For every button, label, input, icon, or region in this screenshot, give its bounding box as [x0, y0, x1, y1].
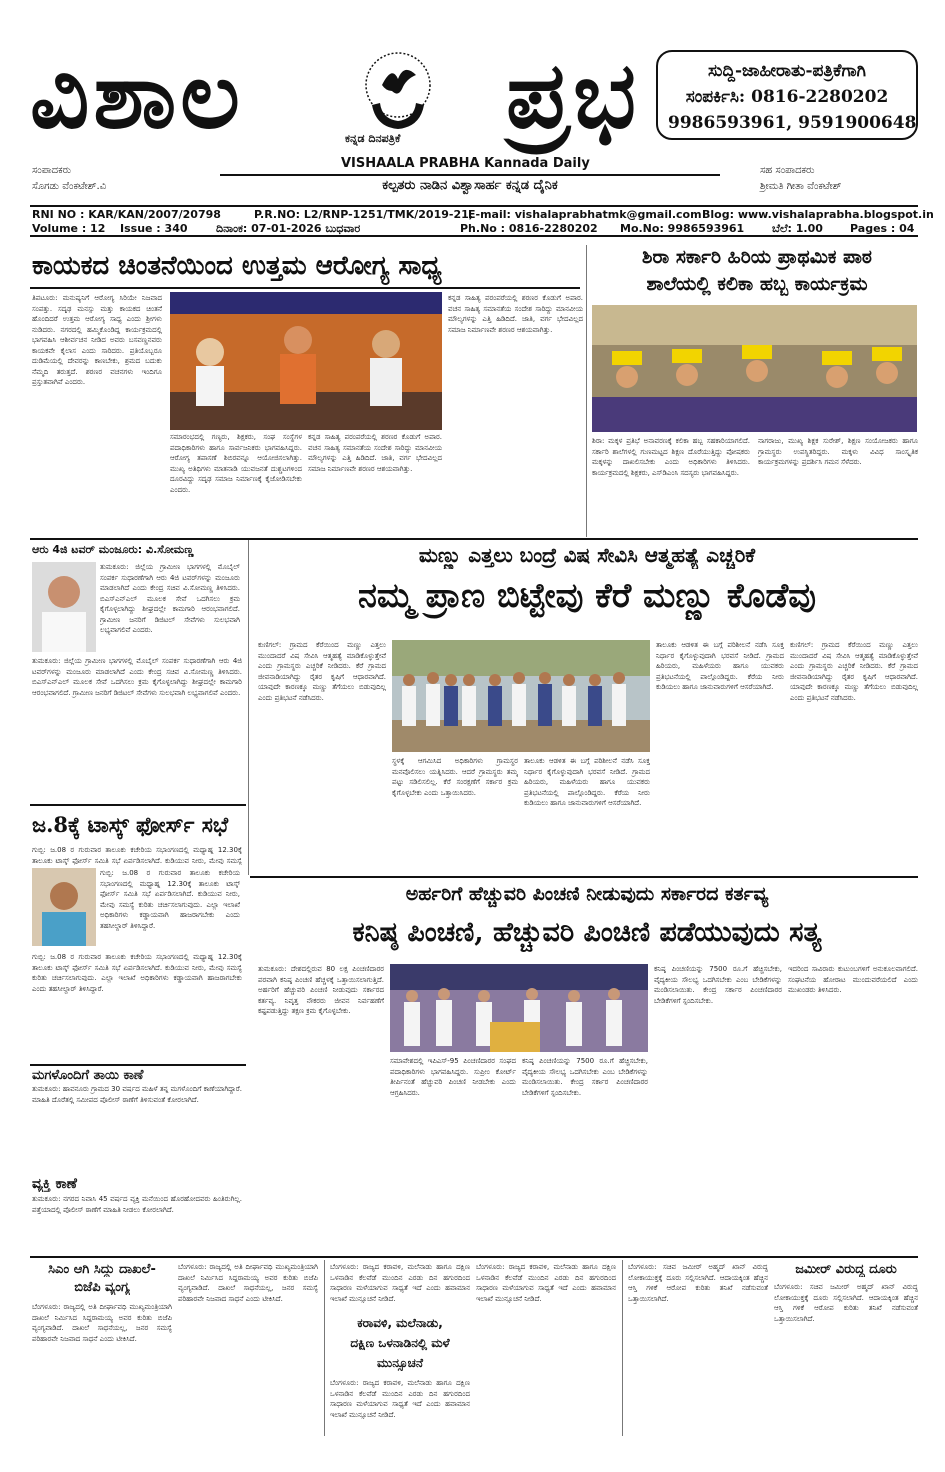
story-4-headline: ನಮ್ಮ ಪ್ರಾಣ ಬಿಟ್ಟೇವು ಕೆರೆ ಮಣ್ಣು ಕೊಡೆವು [357, 576, 816, 616]
story-2-photo [592, 305, 917, 432]
ad-line-1: ಸುದ್ದಿ-ಜಾಹೀರಾತು-ಪತ್ರಿಕೆಗಾಗಿ [708, 61, 866, 81]
story-10-headline-line-1: ಕರಾವಳಿ, ಮಲೆನಾಡು, [357, 1316, 443, 1330]
editor-label: ಸಂಪಾದಕರು [32, 165, 72, 176]
story-6-col-2: ಸಮಾವೇಶದಲ್ಲಿ ಇಪಿಎಸ್-95 ಪಿಂಚಣಿದಾರರ ಸಂಘದ ಪದಾಧಿಕಾರಿಗಳು ಭಾಗವಹಿಸಿದ್ದರು. ಸುಪ್ರೀಂ ಕೋರ್ಟ್ ತೀರ್ಪಿನಂತೆ ಹೆಚ್ಚುವರಿ ಪಿಂಚಣಿ ನೀಡಬೇಕು ಎಂದು ಆಗ್ರಹಿಸಿದರು. [390, 1057, 516, 1097]
story-8-body: ತುಮಕೂರು: ನಗರದ ನಿವಾಸಿ 45 ವರ್ಷದ ವ್ಯಕ್ತಿ ಮನೆಯಿಂದ ಹೊರಹೋದವರು ಹಿಂತಿರುಗಿಲ್ಲ. ಪತ್ತೆಯಾದಲ್ಲಿ ಪೊಲೀಸ್ ಠಾಣೆಗೆ ಮಾಹಿತಿ ನೀಡಲು ಕೋರಲಾಗಿದೆ. [32, 1195, 242, 1214]
story-6-headline: ಕನಿಷ್ಠ ಪಿಂಚಣಿ, ಹೆಚ್ಚುವರಿ ಪಿಂಚಿಣಿ ಪಡೆಯುವುದು ಸತ್ಯ [352, 917, 822, 948]
story-5-col-lead: ಗುಬ್ಬಿ: ಜ.08 ರ ಗುರುವಾರ ತಾಲೂಕು ಕಚೇರಿಯ ಸಭಾಂಗಣದಲ್ಲಿ ಮಧ್ಯಾಹ್ನ 12.30ಕ್ಕೆ ತಾಲೂಕು ಟಾಸ್ಕ್ ಫೋರ್ಸ್ ಸಮಿತಿ ಸಭೆ ಏರ್ಪಡಿಸಲಾಗಿದೆ. ಕುಡಿಯುವ ನೀರು, ಮೇವು ಸಮಸ್ಯೆ ಕುರಿತು ಚರ್ಚಿಸಲಾಗುವುದು. ಎಲ್ಲಾ ಇಲಾಖೆ ಅಧಿಕಾರಿಗಳು ಕಡ್ಡಾಯವಾಗಿ ಹಾಜರಾಗಬೇಕು ಎಂದು ತಹಸೀಲ್ದಾರ್ ತಿಳಿಸಿದ್ದಾರೆ. [100, 869, 240, 930]
story-9-col-2: ಬೆಂಗಳೂರು: ರಾಜ್ಯದಲ್ಲಿ ಅತಿ ದೀರ್ಘಾವಧಿ ಮುಖ್ಯಮಂತ್ರಿಯಾಗಿ ದಾಖಲೆ ನಿರ್ಮಿಸಿದ ಸಿದ್ದರಾಮಯ್ಯ ಅವರ ಕುರಿತು ಬಿಜೆಪಿ ವ್ಯಂಗ್ಯವಾಡಿದೆ. ದಾಖಲೆ ಸಾಧನೆಯಲ್ಲ, ಜನರ ಸಮಸ್ಯೆ ಪರಿಹಾರವೇ ನಿಜವಾದ ಸಾಧನೆ ಎಂದು ಟೀಕಿಸಿದೆ. [178, 1263, 318, 1303]
story-10-col-2: ಬೆಂಗಳೂರು: ರಾಜ್ಯದ ಕರಾವಳಿ, ಮಲೆನಾಡು ಹಾಗೂ ದಕ್ಷಿಣ ಒಳನಾಡಿನ ಕೆಲವೆಡೆ ಮುಂದಿನ ಎರಡು ದಿನ ಹಗುರದಿಂದ ಸಾಧಾರಣ ಮಳೆಯಾಗುವ ಸಾಧ್ಯತೆ ಇದೆ ಎಂದು ಹವಾಮಾನ ಇಲಾಖೆ ಮುನ್ಸೂಚನೆ ನೀಡಿದೆ. [476, 1263, 616, 1303]
story-6-col-2b: ಕನಿಷ್ಠ ಪಿಂಚಣಿಯನ್ನು 7500 ರೂ.ಗೆ ಹೆಚ್ಚಿಸಬೇಕು, ವೈದ್ಯಕೀಯ ಸೌಲಭ್ಯ ಒದಗಿಸಬೇಕು ಎಂಬ ಬೇಡಿಕೆಗಳನ್ನು ಮಂಡಿಸಲಾಯಿತು. ಕೇಂದ್ರ ಸರ್ಕಾರ ಪಿಂಚಣಿದಾರರ ಬೇಡಿಕೆಗಳಿಗೆ ಸ್ಪಂದಿಸಬೇಕು. [522, 1057, 648, 1097]
story-6-kicker: ಅರ್ಹರಿಗೆ ಹೆಚ್ಚುವರಿ ಪಿಂಚಣಿ ನೀಡುವುದು ಸರ್ಕಾರದ ಕರ್ತವ್ಯ [405, 883, 769, 905]
story-6-col-3: ಕನಿಷ್ಠ ಪಿಂಚಣಿಯನ್ನು 7500 ರೂ.ಗೆ ಹೆಚ್ಚಿಸಬೇಕು, ವೈದ್ಯಕೀಯ ಸೌಲಭ್ಯ ಒದಗಿಸಬೇಕು ಎಂಬ ಬೇಡಿಕೆಗಳನ್ನು ಮಂಡಿಸಲಾಯಿತು. ಕೇಂದ್ರ ಸರ್ಕಾರ ಪಿಂಚಣಿದಾರರ ಬೇಡಿಕೆಗಳಿಗೆ ಸ್ಪಂದಿಸಬೇಕು. [654, 965, 782, 1005]
coeditor-block [760, 163, 841, 195]
story-11-col-1: ಬೆಂಗಳೂರು: ಸಚಿವ ಜಮೀರ್ ಅಹ್ಮದ್ ಖಾನ್ ವಿರುದ್ಧ ಲೋಕಾಯುಕ್ತಕ್ಕೆ ದೂರು ಸಲ್ಲಿಸಲಾಗಿದೆ. ಆದಾಯಕ್ಕಿಂತ ಹೆಚ್ಚಿನ ಆಸ್ತಿ ಗಳಿಕೆ ಆರೋಪ ಕುರಿತು ತನಿಖೆ ನಡೆಸುವಂತೆ ಒತ್ತಾಯಿಸಲಾಗಿದೆ. [628, 1263, 768, 1303]
masthead-title [30, 40, 640, 150]
story-2-col-2: ನಾಗರಾಜು, ಮುಖ್ಯ ಶಿಕ್ಷಕ ಸುರೇಶ್, ಶಿಕ್ಷಣ ಸಂಯೋಜಕರು ಹಾಗೂ ಗ್ರಾಮಸ್ಥರು ಉಪಸ್ಥಿತರಿದ್ದರು. ಮಕ್ಕಳು ವಿವಿಧ ಸಾಂಸ್ಕೃತಿಕ ಕಾರ್ಯಕ್ರಮಗಳನ್ನು ಪ್ರದರ್ಶಿಸಿ ಗಮನ ಸೆಳೆದರು. [758, 437, 918, 466]
story-10-body: ಬೆಂಗಳೂರು: ರಾಜ್ಯದ ಕರಾವಳಿ, ಮಲೆನಾಡು ಹಾಗೂ ದಕ್ಷಿಣ ಒಳನಾಡಿನ ಕೆಲವೆಡೆ ಮುಂದಿನ ಎರಡು ದಿನ ಹಗುರದಿಂದ ಸಾಧಾರಣ ಮಳೆಯಾಗುವ ಸಾಧ್ಯತೆ ಇದೆ ಎಂದು ಹವಾಮಾನ ಇಲಾಖೆ ಮುನ್ಸೂಚನೆ ನೀಡಿದೆ. [330, 1379, 470, 1419]
story-6-col-1: ತುಮಕೂರು: ದೇಶದಲ್ಲಿರುವ 80 ಲಕ್ಷ ಪಿಂಚಣಿದಾರರ ಪರವಾಗಿ ಕನಿಷ್ಠ ಪಿಂಚಣಿ ಹೆಚ್ಚಳಕ್ಕೆ ಒತ್ತಾಯಿಸಲಾಗುತ್ತಿದೆ. ಅರ್ಹರಿಗೆ ಹೆಚ್ಚುವರಿ ಪಿಂಚಣಿ ನೀಡುವುದು ಸರ್ಕಾರದ ಕರ್ತವ್ಯ. ನಿವೃತ್ತ ನೌಕರರು ಜೀವನ ನಿರ್ವಹಣೆಗೆ ಕಷ್ಟಪಡುತ್ತಿದ್ದು ತಕ್ಷಣ ಕ್ರಮ ಕೈಗೊಳ್ಳಬೇಕು. [258, 965, 384, 1015]
story-3-body: ತುಮಕೂರು: ಜಿಲ್ಲೆಯ ಗ್ರಾಮೀಣ ಭಾಗಗಳಲ್ಲಿ ಮೊಬೈಲ್ ಸಂಪರ್ಕ ಸುಧಾರಣೆಗಾಗಿ ಆರು 4ಜಿ ಟವರ್‌ಗಳನ್ನು ಮಂಜೂರು ಮಾಡಲಾಗಿದೆ ಎಂದು ಕೇಂದ್ರ ಸಚಿವ ವಿ.ಸೋಮಣ್ಣ ತಿಳಿಸಿದರು. ಬಿಎಸ್‌ಎನ್‌ಎಲ್ ಮೂಲಕ ಸೇವೆ ಒದಗಿಸಲು ಕ್ರಮ ಕೈಗೊಳ್ಳಲಾಗಿದ್ದು ಶೀಘ್ರದಲ್ಲೇ ಕಾಮಗಾರಿ ಆರಂಭವಾಗಲಿದೆ. ಗ್ರಾಮೀಣ ಜನರಿಗೆ ಡಿಜಿಟಲ್ ಸೇವೆಗಳು ಸುಲಭವಾಗಿ ಲಭ್ಯವಾಗಲಿವೆ ಎಂದರು. [32, 657, 242, 697]
story-1-photo [170, 292, 442, 430]
rni-number: RNI NO : KAR/KAN/2007/20798 [32, 208, 221, 221]
story-3-col-lead: ತುಮಕೂರು: ಜಿಲ್ಲೆಯ ಗ್ರಾಮೀಣ ಭಾಗಗಳಲ್ಲಿ ಮೊಬೈಲ್ ಸಂಪರ್ಕ ಸುಧಾರಣೆಗಾಗಿ ಆರು 4ಜಿ ಟವರ್‌ಗಳನ್ನು ಮಂಜೂರು ಮಾಡಲಾಗಿದೆ ಎಂದು ಕೇಂದ್ರ ಸಚಿವ ವಿ.ಸೋಮಣ್ಣ ತಿಳಿಸಿದರು. ಬಿಎಸ್‌ಎನ್‌ಎಲ್ ಮೂಲಕ ಸೇವೆ ಒದಗಿಸಲು ಕ್ರಮ ಕೈಗೊಳ್ಳಲಾಗಿದ್ದು ಶೀಘ್ರದಲ್ಲೇ ಕಾಮಗಾರಿ ಆರಂಭವಾಗಲಿದೆ. ಗ್ರಾಮೀಣ ಜನರಿಗೆ ಡಿಜಿಟಲ್ ಸೇವೆಗಳು ಸುಲಭವಾಗಿ ಲಭ್ಯವಾಗಲಿವೆ ಎಂದರು. [100, 563, 240, 634]
story-2-headline-line-2: ಶಾಲೆಯಲ್ಲಿ ಕಲಿಕಾ ಹಬ್ಬ ಕಾರ್ಯಕ್ರಮ [646, 273, 868, 295]
mobile: Mo.No: 9986593961 [620, 222, 745, 235]
story-7-headline: ಮಗಳೊಂದಿಗೆ ತಾಯಿ ಕಾಣೆ [32, 1068, 144, 1083]
story-8-headline: ವ್ಯಕ್ತಿ ಕಾಣೆ [32, 1176, 77, 1192]
story-5-portrait [32, 868, 96, 946]
story-4-photo [392, 640, 650, 752]
story-9-col-1: ಬೆಂಗಳೂರು: ರಾಜ್ಯದಲ್ಲಿ ಅತಿ ದೀರ್ಘಾವಧಿ ಮುಖ್ಯಮಂತ್ರಿಯಾಗಿ ದಾಖಲೆ ನಿರ್ಮಿಸಿದ ಸಿದ್ದರಾಮಯ್ಯ ಅವರ ಕುರಿತು ಬಿಜೆಪಿ ವ್ಯಂಗ್ಯವಾಡಿದೆ. ದಾಖಲೆ ಸಾಧನೆಯಲ್ಲ, ಜನರ ಸಮಸ್ಯೆ ಪರಿಹಾರವೇ ನಿಜವಾದ ಸಾಧನೆ ಎಂದು ಟೀಕಿಸಿದೆ. [32, 1303, 172, 1343]
story-5-body: ಗುಬ್ಬಿ: ಜ.08 ರ ಗುರುವಾರ ತಾಲೂಕು ಕಚೇರಿಯ ಸಭಾಂಗಣದಲ್ಲಿ ಮಧ್ಯಾಹ್ನ 12.30ಕ್ಕೆ ತಾಲೂಕು ಟಾಸ್ಕ್ ಫೋರ್ಸ್ ಸಮಿತಿ ಸಭೆ ಏರ್ಪಡಿಸಲಾಗಿದೆ. ಕುಡಿಯುವ ನೀರು, ಮೇವು ಸಮಸ್ಯೆ ಕುರಿತು ಚರ್ಚಿಸಲಾಗುವುದು. ಎಲ್ಲಾ ಇಲಾಖೆ ಅಧಿಕಾರಿಗಳು ಕಡ್ಡಾಯವಾಗಿ ಹಾಜರಾಗಬೇಕು ಎಂದು ತಹಸೀಲ್ದಾರ್ ತಿಳಿಸಿದ್ದಾರೆ. [32, 953, 242, 993]
story-11-headline: ಜಮೀರ್ ವಿರುದ್ಧ ದೂರು [795, 1262, 897, 1277]
story-1-headline: ಕಾಯಕದ ಚಿಂತನೆಯಿಂದ ಉತ್ತಮ ಆರೋಗ್ಯ ಸಾಧ್ಯ [32, 251, 442, 281]
date: ದಿನಾಂಕ: 07-01-2026 ಬುಧವಾರ [216, 222, 361, 235]
story-10-headline-line-2: ದಕ್ಷಿಣ ಒಳನಾಡಿನಲ್ಲಿ ಮಳೆ [350, 1336, 450, 1350]
phone: Ph.No : 0816-2280202 [460, 222, 598, 235]
ad-line-3: 9986593961, 9591900648 [668, 113, 917, 133]
story-10-headline-line-3: ಮುನ್ಸೂಚನೆ [376, 1356, 424, 1370]
ad-line-2: ಸಂಪರ್ಕಿಸಿ: 0816-2280202 [685, 87, 889, 107]
story-6-col-4: ಇದರಿಂದ ಸಾವಿರಾರು ಕುಟುಂಬಗಳಿಗೆ ಅನುಕೂಲವಾಗಲಿದೆ. ಸಂಘಟನೆಯ ಹೋರಾಟ ಮುಂದುವರೆಯಲಿದೆ ಎಂದು ಮುಖಂಡರು ತಿಳಿಸಿದರು. [788, 965, 918, 994]
story-4-col-3: ತಾಲೂಕು ಆಡಳಿತ ಈ ಬಗ್ಗೆ ಪರಿಶೀಲನೆ ನಡೆಸಿ ಸೂಕ್ತ ನಿರ್ಧಾರ ಕೈಗೊಳ್ಳುವುದಾಗಿ ಭರವಸೆ ನೀಡಿದೆ. ಗ್ರಾಮದ ಹಿರಿಯರು, ಮಹಿಳೆಯರು ಹಾಗೂ ಯುವಕರು ಪ್ರತಿಭಟನೆಯಲ್ಲಿ ಪಾಲ್ಗೊಂಡಿದ್ದರು. ಕೆರೆಯ ನೀರು ಕುಡಿಯಲು ಹಾಗೂ ಜಾನುವಾರುಗಳಿಗೆ ಆಸರೆಯಾಗಿದೆ. [656, 641, 784, 691]
tagline: ಕಲ್ಪತರು ನಾಡಿನ ವಿಶ್ವಾಸಾರ್ಹ ಕನ್ನಡ ದೈನಿಕ [220, 178, 720, 193]
story-10-lead: ಬೆಂಗಳೂರು: ರಾಜ್ಯದ ಕರಾವಳಿ, ಮಲೆನಾಡು ಹಾಗೂ ದಕ್ಷಿಣ ಒಳನಾಡಿನ ಕೆಲವೆಡೆ ಮುಂದಿನ ಎರಡು ದಿನ ಹಗುರದಿಂದ ಸಾಧಾರಣ ಮಳೆಯಾಗುವ ಸಾಧ್ಯತೆ ಇದೆ ಎಂದು ಹವಾಮಾನ ಇಲಾಖೆ ಮುನ್ಸೂಚನೆ ನೀಡಿದೆ. [330, 1263, 470, 1303]
story-4-col-4: ಕುಣಿಗಲ್: ಗ್ರಾಮದ ಕೆರೆಯಿಂದ ಮಣ್ಣು ಎತ್ತಲು ಮುಂದಾದರೆ ವಿಷ ಸೇವಿಸಿ ಆತ್ಮಹತ್ಯೆ ಮಾಡಿಕೊಳ್ಳುತ್ತೇವೆ ಎಂದು ಗ್ರಾಮಸ್ಥರು ಎಚ್ಚರಿಕೆ ನೀಡಿದರು. ಕೆರೆ ಗ್ರಾಮದ ಜೀವನಾಡಿಯಾಗಿದ್ದು ರೈತರ ಕೃಷಿಗೆ ಆಧಾರವಾಗಿದೆ. ಯಾವುದೇ ಕಾರಣಕ್ಕೂ ಮಣ್ಣು ತೆಗೆಯಲು ಬಿಡುವುದಿಲ್ಲ ಎಂದು ಪ್ರತಿಭಟನೆ ನಡೆಸಿದರು. [790, 641, 918, 702]
masthead-word-2: ಪ್ರಭ [506, 41, 640, 149]
story-9-headline-line-1: ಸಿಎಂ ಆಗಿ ಸಿದ್ದು ದಾಖಲೆ- [48, 1262, 156, 1277]
story-6-photo [390, 964, 648, 1052]
story-1-col-3: ಕನ್ನಡ ಸಾಹಿತ್ಯ ಪರಂಪರೆಯಲ್ಲಿ ಶರಣರ ಕೊಡುಗೆ ಅಪಾರ. ವಚನ ಸಾಹಿತ್ಯ ಸಮಾನತೆಯ ಸಂದೇಶ ಸಾರಿದ್ದು ಮಾನವೀಯ ಮೌಲ್ಯಗಳನ್ನು ಎತ್ತಿ ಹಿಡಿದಿದೆ. ಜಾತಿ, ವರ್ಗ ಭೇದವಿಲ್ಲದ ಸಮಾಜ ನಿರ್ಮಾಣವೇ ಶರಣರ ಆಶಯವಾಗಿತ್ತು. [448, 294, 583, 334]
story-3-headline: ಆರು 4ಜಿ ಟವರ್ ಮಂಜೂರು: ವಿ.ಸೋಮಣ್ಣ [32, 543, 194, 556]
story-1-col-2b: ಕನ್ನಡ ಸಾಹಿತ್ಯ ಪರಂಪರೆಯಲ್ಲಿ ಶರಣರ ಕೊಡುಗೆ ಅಪಾರ. ವಚನ ಸಾಹಿತ್ಯ ಸಮಾನತೆಯ ಸಂದೇಶ ಸಾರಿದ್ದು ಮಾನವೀಯ ಮೌಲ್ಯಗಳನ್ನು ಎತ್ತಿ ಹಿಡಿದಿದೆ. ಜಾತಿ, ವರ್ಗ ಭೇದವಿಲ್ಲದ ಸಮಾಜ ನಿರ್ಮಾಣವೇ ಶರಣರ ಆಶಯವಾಗಿತ್ತು. [308, 433, 442, 473]
story-5-headline: ಜ.8ಕ್ಕೆ ಟಾಸ್ಕ್ ಫೋರ್ಸ್ ಸಭೆ [32, 812, 229, 837]
english-daily-subtitle: VISHAALA PRABHA Kannada Daily [341, 156, 590, 171]
story-1-col-2: ಸಮಾರಂಭದಲ್ಲಿ ಗಣ್ಯರು, ಶಿಕ್ಷಕರು, ಸಂಘ ಸಂಸ್ಥೆಗಳ ಪದಾಧಿಕಾರಿಗಳು ಹಾಗೂ ಸಾರ್ವಜನಿಕರು ಭಾಗವಹಿಸಿದ್ದರು. ಆರೋಗ್ಯ ತಪಾಸಣೆ ಶಿಬಿರವನ್ನೂ ಆಯೋಜಿಸಲಾಗಿತ್ತು. ಮುಖ್ಯ ಅತಿಥಿಗಳು ಮಾತನಾಡಿ ಯುವಜನತೆ ದುಶ್ಚಟಗಳಿಂದ ದೂರವಿದ್ದು ಸದೃಢ ಸಮಾಜ ನಿರ್ಮಾಣಕ್ಕೆ ಕೈಜೋಡಿಸಬೇಕು ಎಂದರು. [170, 433, 302, 494]
masthead-word-1: ವಿಶಾಲ [30, 41, 244, 149]
kannada-daily-subtitle: ಕನ್ನಡ ದಿನಪತ್ರಿಕೆ [345, 132, 401, 145]
issue: Issue : 340 [120, 222, 188, 235]
info-bar [30, 205, 934, 237]
email: E-mail: vishalaprabhatmk@gmail.com [468, 208, 702, 221]
story-4-kicker: ಮಣ್ಣು ಎತ್ತಲು ಬಂದ್ರೆ ವಿಷ ಸೇವಿಸಿ ಆತ್ಮಹತ್ಯೆ ಎಚ್ಚರಿಕೆ [418, 543, 756, 567]
story-2-headline-line-1: ಶಿರಾ ಸರ್ಕಾರಿ ಹಿರಿಯ ಪ್ರಾಥಮಿಕ ಪಾಠ [642, 246, 872, 268]
price: ಬೆಲೆ: 1.00 [772, 222, 823, 235]
story-2-col-1: ಶಿರಾ: ಮಕ್ಕಳ ಪ್ರತಿಭೆ ಅನಾವರಣಕ್ಕೆ ಕಲಿಕಾ ಹಬ್ಬ ಸಹಕಾರಿಯಾಗಲಿದೆ. ಸರ್ಕಾರಿ ಶಾಲೆಗಳಲ್ಲಿ ಗುಣಮಟ್ಟದ ಶಿಕ್ಷಣ ದೊರೆಯುತ್ತಿದ್ದು ಪೋಷಕರು ಮಕ್ಕಳನ್ನು ದಾಖಲಿಸಬೇಕು ಎಂದು ಅಧಿಕಾರಿಗಳು ತಿಳಿಸಿದರು. ಕಾರ್ಯಕ್ರಮದಲ್ಲಿ ಶಿಕ್ಷಕರು, ಎಸ್‌ಡಿಎಂಸಿ ಸದಸ್ಯರು ಭಾಗವಹಿಸಿದ್ದರು. [592, 437, 750, 477]
dove-hands-logo-icon [352, 45, 444, 133]
story-4-col-1: ಕುಣಿಗಲ್: ಗ್ರಾಮದ ಕೆರೆಯಿಂದ ಮಣ್ಣು ಎತ್ತಲು ಮುಂದಾದರೆ ವಿಷ ಸೇವಿಸಿ ಆತ್ಮಹತ್ಯೆ ಮಾಡಿಕೊಳ್ಳುತ್ತೇವೆ ಎಂದು ಗ್ರಾಮಸ್ಥರು ಎಚ್ಚರಿಕೆ ನೀಡಿದರು. ಕೆರೆ ಗ್ರಾಮದ ಜೀವನಾಡಿಯಾಗಿದ್ದು ರೈತರ ಕೃಷಿಗೆ ಆಧಾರವಾಗಿದೆ. ಯಾವುದೇ ಕಾರಣಕ್ಕೂ ಮಣ್ಣು ತೆಗೆಯಲು ಬಿಡುವುದಿಲ್ಲ ಎಂದು ಪ್ರತಿಭಟನೆ ನಡೆಸಿದರು. [258, 641, 386, 702]
editor-name: ಸೊಗಡು ವೆಂಕಟೇಶ್.ವಿ [32, 181, 107, 192]
story-5-lead: ಗುಬ್ಬಿ: ಜ.08 ರ ಗುರುವಾರ ತಾಲೂಕು ಕಚೇರಿಯ ಸಭಾಂಗಣದಲ್ಲಿ ಮಧ್ಯಾಹ್ನ 12.30ಕ್ಕೆ ತಾಲೂಕು ಟಾಸ್ಕ್ ಫೋರ್ಸ್ ಸಮಿತಿ ಸಭೆ ಏರ್ಪಡಿಸಲಾಗಿದೆ. ಕುಡಿಯುವ ನೀರು, ಮೇವು ಸಮಸ್ಯೆ [32, 846, 242, 865]
pages: Pages : 04 [850, 222, 915, 235]
story-4-col-2b: ತಾಲೂಕು ಆಡಳಿತ ಈ ಬಗ್ಗೆ ಪರಿಶೀಲನೆ ನಡೆಸಿ ಸೂಕ್ತ ನಿರ್ಧಾರ ಕೈಗೊಳ್ಳುವುದಾಗಿ ಭರವಸೆ ನೀಡಿದೆ. ಗ್ರಾಮದ ಹಿರಿಯರು, ಮಹಿಳೆಯರು ಹಾಗೂ ಯುವಕರು ಪ್ರತಿಭಟನೆಯಲ್ಲಿ ಪಾಲ್ಗೊಂಡಿದ್ದರು. ಕೆರೆಯ ನೀರು ಕುಡಿಯಲು ಹಾಗೂ ಜಾನುವಾರುಗಳಿಗೆ ಆಸರೆಯಾಗಿದೆ. [524, 757, 650, 807]
contact-ad-box [656, 50, 918, 140]
blog-url: Blog: www.vishalaprabha.blogspot.in [702, 208, 934, 221]
story-7-body: ತುಮಕೂರು: ಹಾವನೂರು ಗ್ರಾಮದ 30 ವರ್ಷದ ಮಹಿಳೆ ತನ್ನ ಮಗಳೊಂದಿಗೆ ಕಾಣೆಯಾಗಿದ್ದಾರೆ. ಮಾಹಿತಿ ದೊರೆತಲ್ಲಿ ಸಮೀಪದ ಪೊಲೀಸ್ ಠಾಣೆಗೆ ತಿಳಿಸುವಂತೆ ಕೋರಲಾಗಿದೆ. [32, 1085, 242, 1104]
coeditor-name: ಶ್ರೀಮತಿ ಗೀತಾ ವೆಂಕಟೇಶ್ [760, 181, 842, 192]
coeditor-label: ಸಹ ಸಂಪಾದಕರು [760, 165, 815, 176]
story-9-headline-line-2: ಬಿಜೆಪಿ ವ್ಯಂಗ್ಯ [74, 1280, 130, 1295]
story-3-portrait [32, 562, 96, 652]
story-11-body: ಬೆಂಗಳೂರು: ಸಚಿವ ಜಮೀರ್ ಅಹ್ಮದ್ ಖಾನ್ ವಿರುದ್ಧ ಲೋಕಾಯುಕ್ತಕ್ಕೆ ದೂರು ಸಲ್ಲಿಸಲಾಗಿದೆ. ಆದಾಯಕ್ಕಿಂತ ಹೆಚ್ಚಿನ ಆಸ್ತಿ ಗಳಿಕೆ ಆರೋಪ ಕುರಿತು ತನಿಖೆ ನಡೆಸುವಂತೆ ಒತ್ತಾಯಿಸಲಾಗಿದೆ. [774, 1283, 918, 1323]
story-1-col-1: ತಿಪಟೂರು: ಮನುಷ್ಯನಿಗೆ ಆರೋಗ್ಯ ಸಿರಿಯೇ ನಿಜವಾದ ಸಂಪತ್ತು. ಸದೃಢ ಮನಸ್ಸು ಮತ್ತು ಕಾಯಕದ ಚಿಂತನೆ ಹೊಂದಿದರೆ ಉತ್ತಮ ಆರೋಗ್ಯ ಸಾಧ್ಯ ಎಂದು ಶ್ರೀಗಳು ನುಡಿದರು. ನಗರದಲ್ಲಿ ಹಮ್ಮಿಕೊಂಡಿದ್ದ ಕಾರ್ಯಕ್ರಮದಲ್ಲಿ ಭಾಗವಹಿಸಿ ಆಶೀರ್ವಚನ ನೀಡಿದ ಅವರು ಬಸವಣ್ಣನವರು ಕಾಯಕವೇ ಕೈಲಾಸ ಎಂದು ಸಾರಿದರು. ಪ್ರತಿಯೊಬ್ಬರೂ ದುಡಿಮೆಯಲ್ಲಿ ದೇವರನ್ನು ಕಾಣಬೇಕು, ಶ್ರಮದ ಬದುಕು ನೆಮ್ಮದಿ ತರುತ್ತದೆ. ಶರಣರ ವಚನಗಳು ಇಂದಿಗೂ ಪ್ರಸ್ತುತವಾಗಿವೆ ಎಂದರು. [32, 294, 162, 386]
volume: Volume : 12 [32, 222, 106, 235]
story-4-col-2: ಸ್ಥಳಕ್ಕೆ ಆಗಮಿಸಿದ ಅಧಿಕಾರಿಗಳು ಗ್ರಾಮಸ್ಥರ ಮನವೊಲಿಸಲು ಯತ್ನಿಸಿದರು. ಆದರೆ ಗ್ರಾಮಸ್ಥರು ತಮ್ಮ ಪಟ್ಟು ಸಡಿಲಿಸಲಿಲ್ಲ. ಕೆರೆ ಸಂರಕ್ಷಣೆಗೆ ಸರ್ಕಾರ ಕ್ರಮ ಕೈಗೊಳ್ಳಬೇಕು ಎಂದು ಒತ್ತಾಯಿಸಿದರು. [392, 757, 518, 797]
editor-block [32, 163, 106, 195]
pr-number: P.R.NO: L2/RNP-1251/TMK/2019-21, [254, 208, 473, 221]
